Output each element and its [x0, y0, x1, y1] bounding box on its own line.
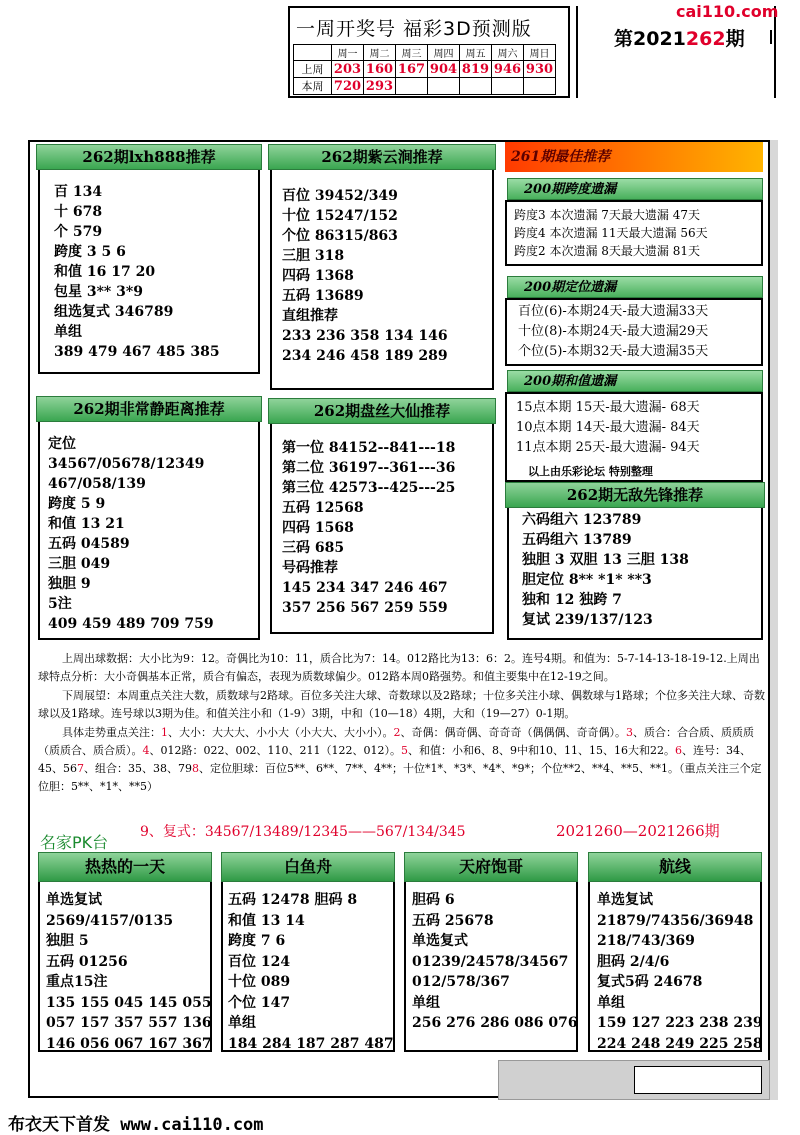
draw-number: 293 [364, 78, 396, 95]
draw-number: 930 [524, 61, 556, 78]
pos-miss-title: 200期定位遗漏 [507, 276, 763, 298]
bottom-title-baiyuzhou: 白鱼舟 [221, 852, 395, 882]
weekly-draw-box [288, 6, 570, 98]
panel-title-ziyunjian: 262期紫云涧推荐 [268, 144, 496, 170]
draw-number: 904 [428, 61, 460, 78]
day-header: 周日 [524, 45, 556, 61]
bottom-title-rerede: 热热的一天 [38, 852, 212, 882]
analysis-text [38, 650, 768, 797]
draw-number [428, 78, 460, 95]
bottom-body-rerede: 单选复试 2569/4157/0135 独胆 5 五码 01256 重点15注 135 155 045 145 055 057 157 357 557 136 146 056 067 167 367 [46, 892, 212, 1052]
panel-title-lxh888: 262期lxh888推荐 [36, 144, 262, 170]
last-week-label: 上周 [294, 61, 332, 78]
day-header: 周三 [396, 45, 428, 61]
last-week-analysis: 上周出球数据：大小比为9：12。奇偶比为10：11，质合比为7：14。012路比为13：6：2。连号4期。和值为：5-7-14-13-18-19-12.上周出球特点分析：大小奇偶基本正常，质合有偏态，表现为质数球偏少。012路本周0路强势。和值主要集中在12-19之间。 [38, 652, 760, 683]
day-header: 周六 [492, 45, 524, 61]
draw-number: 160 [364, 61, 396, 78]
this-week-label: 本周 [294, 78, 332, 95]
panel-body-wudixianfeng: 六码组六 123789 五码组六 13789 独胆 3 双胆 13 三胆 138 胆定位 8** *1* **3 独和 12 独跨 7 复试 239/137/123 [522, 512, 689, 628]
bottom-title-tianfubaoge: 天府饱哥 [404, 852, 578, 882]
panel-body-ziyunjian: 百位 39452/349 十位 15247/152 个位 86315/863 三胆 318 四码 1368 五码 13689 直组推荐 233 236 358 134 146 234 246 458 189 289 [282, 188, 448, 364]
frame-shadow [770, 140, 778, 1100]
day-header: 周四 [428, 45, 460, 61]
draw-number: 167 [396, 61, 428, 78]
draw-number [524, 78, 556, 95]
issue-number: 第2021262期 [614, 28, 745, 50]
text-cursor [770, 30, 772, 44]
panel-body-pansidaxian: 第一位 84152--841---18 第二位 36197--361---36 第三位 42573--425---25 五码 12568 四码 1568 三码 685 号码推荐 145 234 347 246 467 357 256 567 259 559 [282, 440, 456, 616]
day-header: 周二 [364, 45, 396, 61]
span-miss-body: 跨度3 本次遗漏 7天最大遗漏 47天 跨度4 本次遗漏 11天最大遗漏 56天 跨度2 本次遗漏 8天最大遗漏 81天 [514, 208, 708, 258]
next-week-outlook: 下周展望：本周重点关注大数，质数球与2路球。百位多关注大球、奇数球以及2路球；十位多关注小球、偶数球与1路球；个位多关注大球、奇数球以及1路球。连号球以3期为佳。和值关注小和（1-9）3期，中和（10—18）4期，大和（19—27）0-1期。 [38, 689, 765, 720]
draw-number: 720 [332, 78, 364, 95]
draw-number [460, 78, 492, 95]
footer-site: 布衣天下首发 www.cai110.com [8, 1115, 264, 1135]
weekly-draw-table [293, 44, 556, 95]
best-recommend-banner: 261期最佳推荐 [505, 142, 763, 172]
day-header: 周五 [460, 45, 492, 61]
period-range: 2021260—2021266期 [556, 822, 720, 840]
panel-title-wudixianfeng: 262期无敌先锋推荐 [505, 482, 765, 508]
draw-number: 819 [460, 61, 492, 78]
panel-body-feichangjing: 定位 34567/05678/12349 467/058/139 跨度 5 9 和值 13 21 五码 04589 三胆 049 独胆 9 5注 409 459 489 709 759 [48, 436, 214, 632]
bottom-body-tianfubaoge: 胆码 6 五码 25678 单选复式 01239/24578/34567 012/578/367 单组 256 276 286 086 076 [412, 892, 578, 1031]
panel-title-feichangjing: 262期非常静距离推荐 [36, 396, 262, 422]
bottom-body-baiyuzhou: 五码 12478 胆码 8 和值 13 14 跨度 7 6 百位 124 十位 089 个位 147 单组 184 284 187 287 487 [228, 892, 394, 1052]
credit-note: 以上由乐彩论坛 特别整理 [528, 465, 653, 478]
draw-number: 946 [492, 61, 524, 78]
pk-label: 名家PK台 [40, 833, 109, 852]
draw-number: 203 [332, 61, 364, 78]
bottom-title-hangxian: 航线 [588, 852, 762, 882]
panel-body-lxh888: 百 134 十 678 个 579 跨度 3 5 6 和值 16 17 20 包星 3** 3*9 组选复式 346789 单组 389 479 467 485 385 [54, 184, 220, 360]
compound-recommend: 9、复式：34567/13489/12345——567/134/345 [140, 824, 466, 840]
day-header: 周一 [332, 45, 364, 61]
panel-title-pansidaxian: 262期盘丝大仙推荐 [268, 398, 496, 424]
bottom-body-hangxian: 单选复试 21879/74356/36948 218/743/369 胆码 2/4/6 复式5码 24678 单组 159 127 223 238 239 224 248 249 225 258 [597, 892, 763, 1052]
sum-miss-title: 200期和值遗漏 [507, 370, 763, 392]
span-miss-title: 200期跨度遗漏 [507, 178, 763, 200]
trend-focus: 具体走势重点关注：1、大小：大大大、小小大（小大大、大小小）。2、奇偶：偶奇偶、奇奇奇（偶偶偶、奇奇偶）。3、质合：合合质、质质质（质质合、质合质）。4、012路：022、002、110、211（122、012）。5、和值：小和6、8、9中和10、11、15、16大和22。6、连号：34、45、567、组合：35、38、798、定位胆球：百位5**、6**、7**、4**；十位*1*、*3*、*4*、*9*；个位**2、**4、**5、**1。（重点关注三个定位胆：5**、*1*、**5） [38, 726, 762, 793]
site-logo[interactable]: cai110.com [676, 2, 779, 21]
draw-number [396, 78, 428, 95]
blank-box [634, 1066, 762, 1094]
sum-miss-body: 15点本期 15天-最大遗漏- 68天 10点本期 14天-最大遗漏- 84天 11点本期 25天-最大遗漏- 94天 [516, 400, 700, 455]
draw-number [492, 78, 524, 95]
weekly-draw-title: 一周开奖号 福彩3D预测版 [296, 18, 532, 40]
pos-miss-body: 百位(6)-本期24天-最大遗漏33天 十位(8)-本期24天-最大遗漏29天 个位(5)-本期32天-最大遗漏35天 [518, 304, 709, 359]
